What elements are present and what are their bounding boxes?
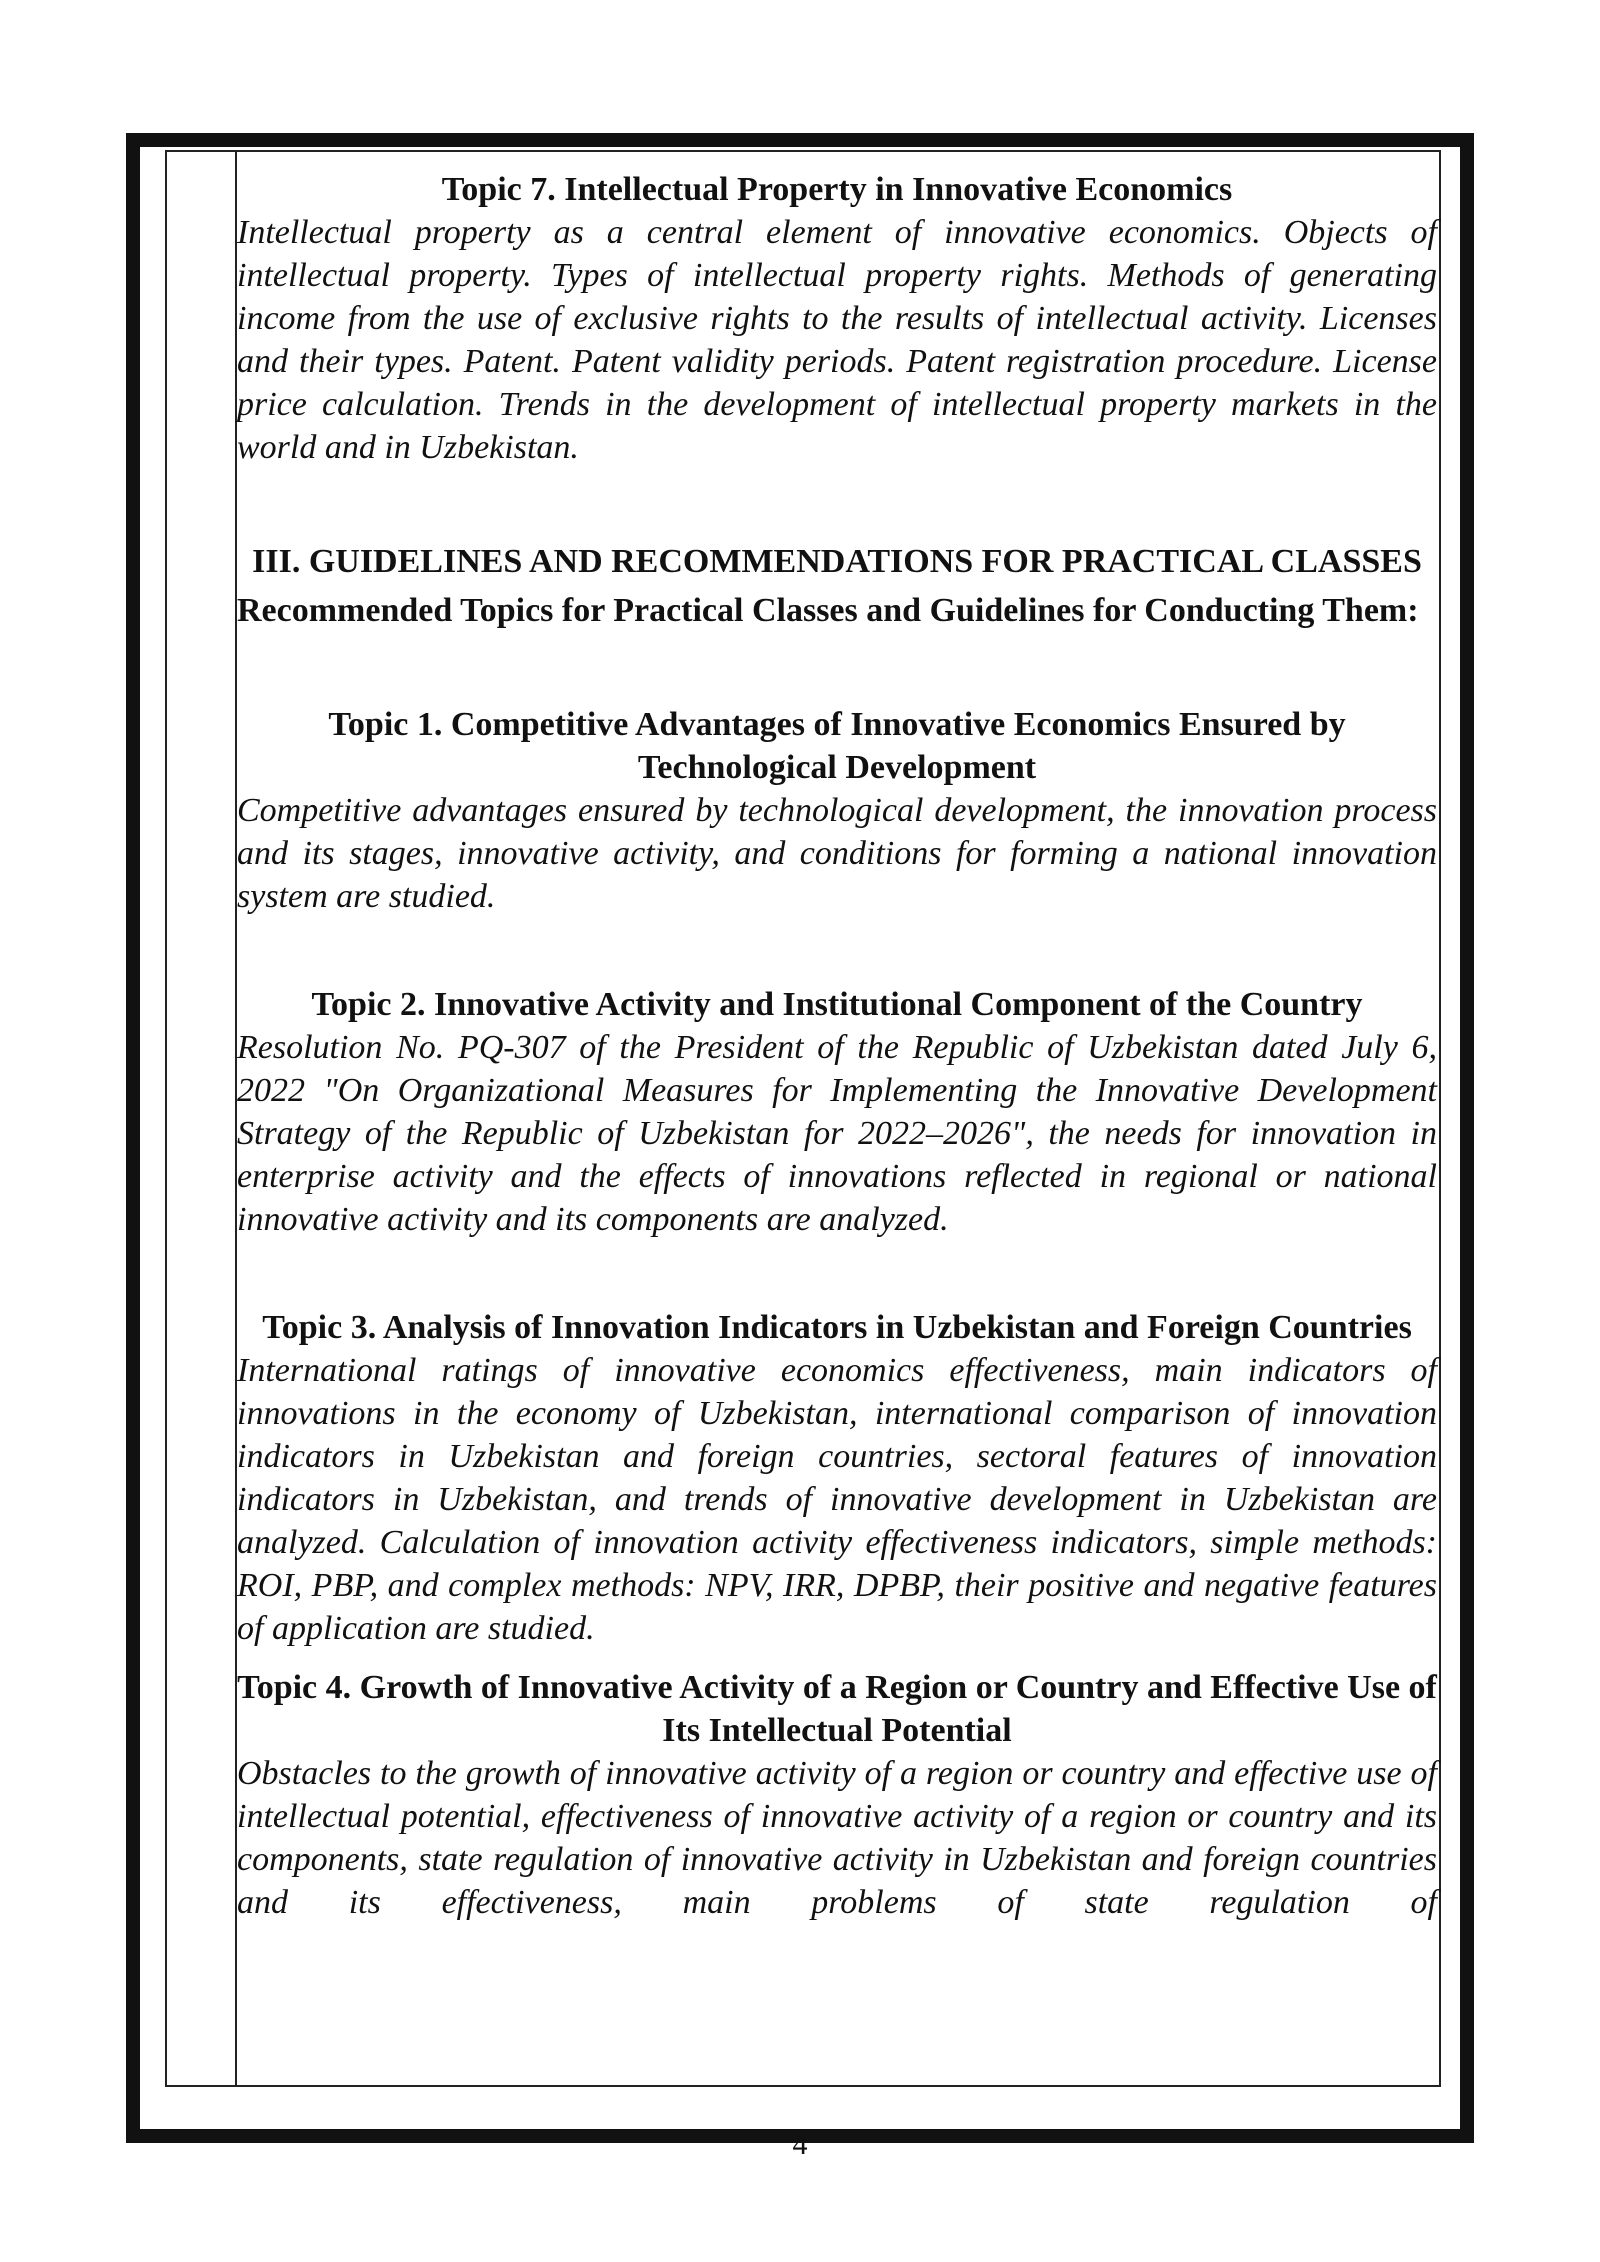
section-3-heading: III. GUIDELINES AND RECOMMENDATIONS FOR PRACTICAL CLASSES — [252, 543, 1422, 580]
practical-topic-3-title: Topic 3. Analysis of Innovation Indicators in Uzbekistan and Foreign Countries — [262, 1309, 1412, 1346]
section-3-subheading: Recommended Topics for Practical Classes and Guidelines for Conducting Them: — [237, 592, 1419, 629]
practical-topic-2-body: Resolution No. PQ-307 of the President of the Republic of Uzbekistan dated July 6, 2022 "On Organizational Measures for Implementing the Innovative Development Strategy of the Republic of Uzbekistan for 2022–2026", the needs for innovation in enterprise activity and the effects of innovations reflected in regional or national innovative activity and its components are analyzed. — [237, 1029, 1437, 1238]
practical-topic-1-title: Topic 1. Competitive Advantages of Innovative Economics Ensured by Technological Development — [328, 706, 1346, 786]
practical-topic-4-body: Obstacles to the growth of innovative activity of a region or country and effective use of intellectual potential, effectiveness of innovative activity of a region or country and its components, state regulation of innovative activity in Uzbekistan and foreign countries and its effectiveness, main problems of state regulation of — [237, 1755, 1437, 1921]
page-number: 4 — [792, 2128, 808, 2161]
practical-topic-4-title: Topic 4. Growth of Innovative Activity of a Region or Country and Effective Use of Its Intellectual Potential — [237, 1669, 1437, 1749]
document-content — [237, 168, 1437, 1924]
practical-topic-2-title: Topic 2. Innovative Activity and Institutional Component of the Country — [311, 986, 1363, 1023]
topic-7-body: Intellectual property as a central element of innovative economics. Objects of intellectual property. Types of intellectual property rights. Methods of generating income from the use of exclusive rights to the results of intellectual activity. Licenses and their types. Patent. Patent validity periods. Patent registration procedure. License price calculation. Trends in the development of intellectual property markets in the world and in Uzbekistan. — [237, 214, 1437, 466]
practical-topic-1-body: Competitive advantages ensured by technological development, the innovation process and its stages, innovative activity, and conditions for forming a national innovation system are studied. — [237, 792, 1437, 915]
practical-topic-3-body: International ratings of innovative economics effectiveness, main indicators of innovations in the economy of Uzbekistan, international comparison of innovation indicators in Uzbekistan and foreign countries, sectoral features of innovation indicators in Uzbekistan, and trends of innovative development in Uzbekistan are analyzed. Calculation of innovation activity effectiveness indicators, simple methods: ROI, PBP, and complex methods: NPV, IRR, DPBP, their positive and negative features of application are studied. — [237, 1352, 1437, 1647]
topic-7-title: Topic 7. Intellectual Property in Innovative Economics — [441, 171, 1233, 208]
